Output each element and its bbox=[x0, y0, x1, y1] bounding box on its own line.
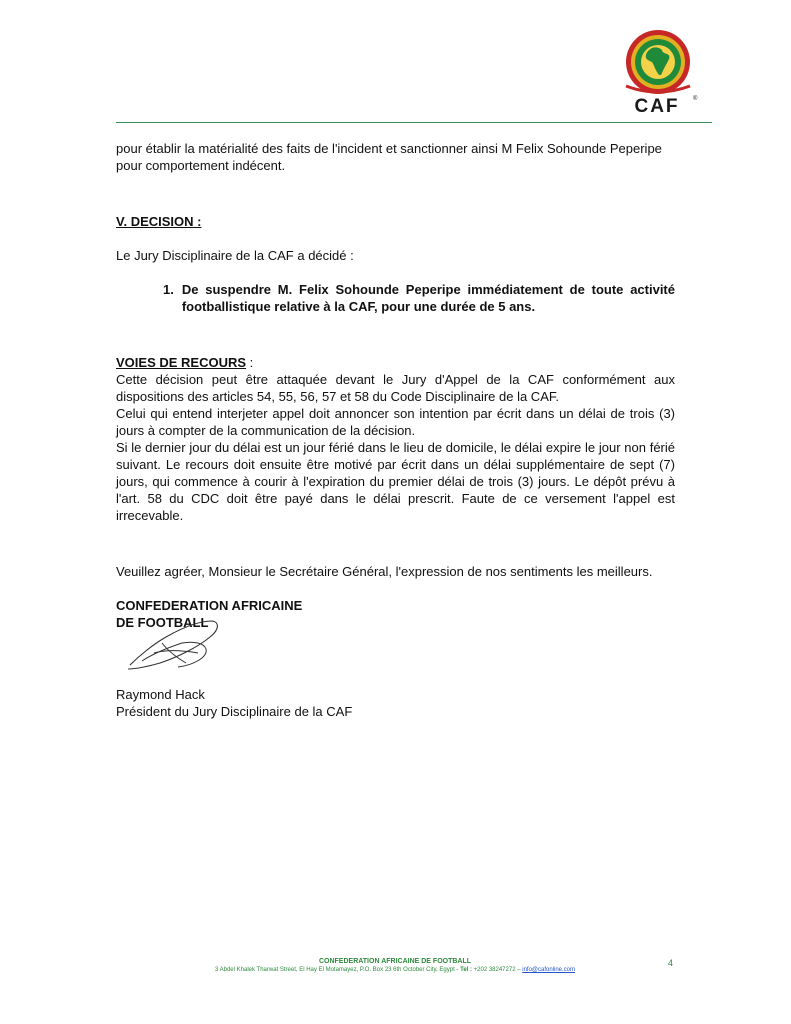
footer-contact-line: 3 Abdel Khalek Tharwat Street, El Hay El Motamayez, P.O. Box 23 6th October City, Egypt - Tel : +202 38247272 – info@cafonline.com bbox=[214, 967, 576, 973]
footer-tel: +202 38247272 bbox=[473, 967, 516, 973]
decision-lead: Le Jury Disciplinaire de la CAF a décidé : bbox=[116, 248, 354, 263]
signer-block bbox=[116, 686, 352, 720]
caf-logo bbox=[612, 26, 704, 118]
appeal-heading: VOIES DE RECOURS bbox=[116, 355, 247, 370]
page-footer bbox=[140, 957, 650, 975]
footer-address: 3 Abdel Khalek Tharwat Street, El Hay El Motamayez, P.O. Box 23 6th October City, Egypt bbox=[214, 967, 455, 973]
decision-heading: V. DECISION : bbox=[116, 214, 202, 229]
footer-org-name: CONFEDERATION AFRICAINE DE FOOTBALL bbox=[318, 958, 472, 965]
appeal-paragraph-2: Celui qui entend interjeter appel doit annoncer son intention par écrit dans un délai de trois (3) jours à compter de la communication de la décision. bbox=[116, 406, 675, 438]
signer-name: Raymond Hack bbox=[116, 687, 205, 702]
handwritten-signature bbox=[124, 613, 224, 675]
signer-title: Président du Jury Disciplinaire de la CAF bbox=[116, 704, 353, 719]
footer-tel-label: Tel : bbox=[460, 967, 472, 973]
appeal-heading-line bbox=[116, 354, 675, 371]
closing-line: Veuillez agréer, Monsieur le Secrétaire Général, l'expression de nos sentiments les meilleurs. bbox=[116, 564, 653, 579]
decision-item-text: De suspendre M. Felix Sohounde Peperipe immédiatement de toute activité footballistique relative à la CAF, pour une durée de 5 ans. bbox=[181, 282, 675, 314]
footer-email-link[interactable]: info@cafonline.com bbox=[522, 967, 576, 973]
org-name-line-2: DE FOOTBALL bbox=[116, 615, 209, 630]
decision-item bbox=[163, 281, 675, 315]
letter-body bbox=[116, 140, 675, 631]
logo-text: CAF bbox=[634, 96, 680, 117]
page-number: 4 bbox=[668, 958, 674, 968]
org-name-line-1: CONFEDERATION AFRICAINE bbox=[116, 598, 303, 613]
appeal-paragraph-3: Si le dernier jour du délai est un jour férié dans le lieu de domicile, le délai expire le jour non férié suivant. Le recours doit ensuite être motivé par écrit dans un délai supplémentaire de sept (7) jours, qui commence à courir à l'expiration du premier délai de trois (3) jours. Le dépôt prévu à l'art. 58 du CDC doit être payé dans le délai prescrit. Faute de ce versement l'appel est irrecevable. bbox=[116, 440, 675, 523]
intro-paragraph: pour établir la matérialité des faits de l'incident et sanctionner ainsi M Felix Sohounde Peperipe pour comportement indécent. bbox=[116, 141, 662, 173]
appeal-paragraph-1: Cette décision peut être attaquée devant le Jury d'Appel de la CAF conformément aux dispositions des articles 54, 55, 56, 57 et 58 du Code Disciplinaire de la CAF. bbox=[116, 372, 675, 404]
decision-item-number: 1. bbox=[163, 282, 174, 297]
header-rule bbox=[116, 122, 712, 123]
appeal-heading-colon: : bbox=[246, 355, 254, 370]
logo-registered-mark: ® bbox=[693, 96, 698, 102]
